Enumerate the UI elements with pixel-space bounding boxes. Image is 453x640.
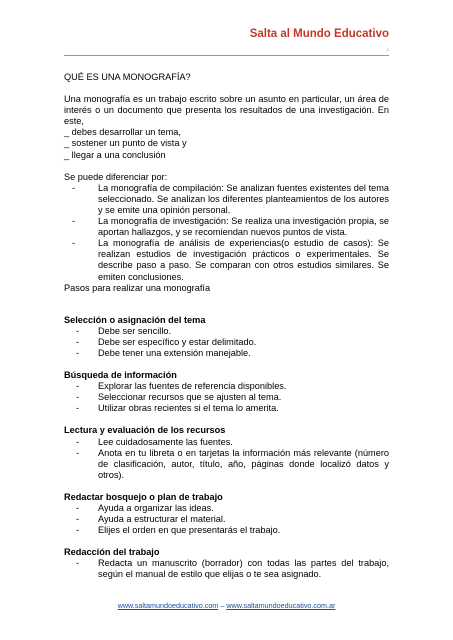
list-item: - Debe ser sencillo. bbox=[76, 325, 172, 336]
site-brand: Salta al Mundo Educativo bbox=[249, 28, 389, 40]
footer-link-com[interactable]: www.saltamundoeducativo.com bbox=[117, 601, 219, 610]
list-item: - Utilizar obras recientes si el tema lo amerita. bbox=[76, 403, 279, 414]
list-item: - La monografía de compilación: Se analizan fuentes existentes del tema seleccionado. Se analizan los diferentes planteamientos de los autores y se emite una opinión personal. bbox=[72, 182, 389, 215]
list-item: - Anota en tu libreta o en tarjetas la información más relevante (número de clasificación, autor, título, año, páginas donde localizó datos y otros). bbox=[76, 447, 389, 480]
list-item: - La monografía de investigación: Se realiza una investigación propia, se aportan hallazgos, y se recomiendan nuevos puntos de vista. bbox=[72, 216, 389, 238]
section-title: Redactar bosquejo o plan de trabajo bbox=[64, 491, 223, 502]
list-item: - Elijes el orden en que presentarás el trabajo. bbox=[76, 525, 281, 536]
list-item: - La monografía de análisis de experiencias(o estudio de casos): Se realizan estudios de investigación prácticos o experimentales. Se describe paso a paso. Se comparan con otros estudios similares. Se emiten conclusiones. bbox=[72, 238, 389, 282]
footer-link-com-ar[interactable]: www.saltamundoeducativo.com.ar bbox=[226, 601, 336, 610]
section-title: Redacción del trabajo bbox=[64, 547, 160, 558]
page-mark: 1 bbox=[386, 47, 389, 52]
list-item: - Lee cuidadosamente las fuentes. bbox=[76, 436, 233, 447]
section-list bbox=[64, 558, 389, 580]
section-list bbox=[64, 381, 389, 414]
underscore-item: _ sostener un punto de vista y bbox=[64, 138, 187, 149]
section-title: Selección o asignación del tema bbox=[64, 314, 206, 325]
list-item: - Debe ser específico y estar delimitado. bbox=[76, 336, 257, 347]
list-item: - Ayuda a estructurar el material. bbox=[76, 514, 226, 525]
footer-separator: – bbox=[220, 601, 225, 610]
list-item: - Debe tener una extensión manejable. bbox=[76, 347, 251, 358]
underscore-item: _ llegar a una conclusión bbox=[64, 149, 166, 160]
list-item: - Explorar las fuentes de referencia disponibles. bbox=[76, 381, 287, 392]
steps-intro: Pasos para realizar una monografía bbox=[64, 282, 211, 293]
list-item: - Ayuda a organizar las ideas. bbox=[76, 503, 214, 513]
list-item: - Redacta un manuscrito (borrador) con todas las partes del trabajo, según el manual de estilo que elijas o te sea asignado. bbox=[76, 558, 389, 580]
diff-intro: Se puede diferenciar por: bbox=[64, 171, 168, 182]
list-item: - Seleccionar recursos que se ajusten al tema. bbox=[76, 392, 282, 403]
page-footer bbox=[0, 601, 453, 610]
header-divider bbox=[64, 55, 389, 56]
section-list bbox=[64, 326, 389, 359]
document-body bbox=[64, 72, 389, 581]
intro-paragraph: Una monografía es un trabajo escrito sobre un asunto en particular, un área de interés o un documento que presenta los resultados de una investigación. En este, bbox=[64, 94, 389, 127]
section-title: Búsqueda de información bbox=[64, 370, 177, 381]
underscore-item: _ debes desarrollar un tema, bbox=[64, 127, 181, 138]
section-title: Lectura y evaluación de los recursos bbox=[64, 425, 226, 436]
types-list bbox=[64, 183, 389, 283]
document-title: QUÉ ES UNA MONOGRAFÍA? bbox=[64, 72, 191, 82]
section-list bbox=[64, 437, 389, 481]
section-list bbox=[64, 503, 389, 536]
